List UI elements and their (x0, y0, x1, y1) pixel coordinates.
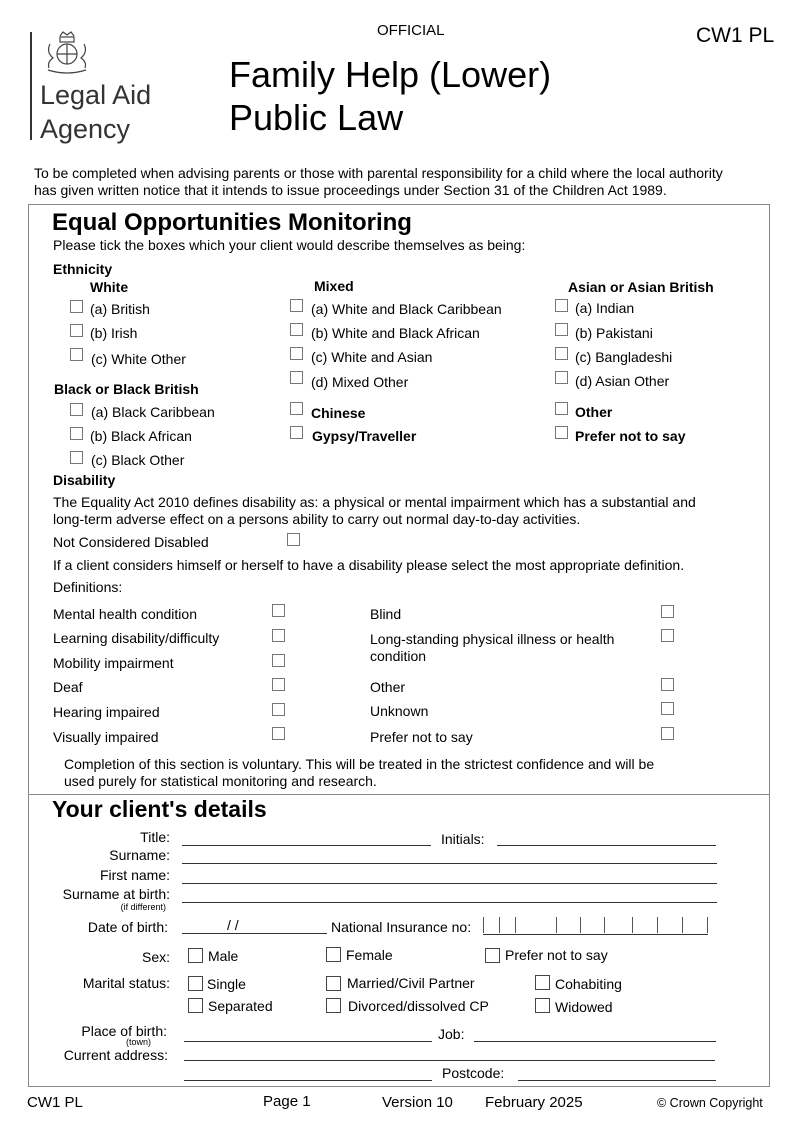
mixed-white-asian-checkbox[interactable] (290, 347, 303, 360)
white-label: White (90, 279, 129, 295)
marital-married-checkbox[interactable] (326, 976, 341, 991)
deaf-checkbox[interactable] (272, 678, 285, 691)
surname-birth-input[interactable] (182, 902, 717, 903)
gypsy-traveller-label: Gypsy/Traveller (312, 428, 417, 444)
mixed-label: Mixed (314, 278, 354, 294)
sex-label: Sex: (141, 949, 170, 965)
unknown-checkbox[interactable] (661, 702, 674, 715)
marital-divorced-label: Divorced/dissolved CP (348, 998, 489, 1014)
disability-select-text: If a client considers himself or herself to have a disability please select the most appropriate definition. (53, 557, 685, 573)
mental-health-label: Mental health condition (53, 606, 197, 622)
client-details-heading: Your client's details (52, 796, 267, 822)
sex-prefer-not-label: Prefer not to say (505, 947, 608, 963)
marital-cohabiting-checkbox[interactable] (535, 975, 550, 990)
if-different-label: (if different) (120, 902, 166, 912)
first-name-label: First name: (99, 867, 170, 883)
long-standing-label-line1: Long-standing physical illness or health (370, 631, 615, 647)
initials-input[interactable] (497, 845, 716, 846)
asian-bangladeshi-checkbox[interactable] (555, 347, 568, 360)
town-label: (town) (126, 1037, 152, 1047)
white-irish-label: (b) Irish (90, 325, 138, 341)
footer-page: Page 1 (263, 1093, 311, 1110)
sex-female-label: Female (346, 947, 393, 963)
intro-line1: To be completed when advising parents or those with parental responsibility for a child where the local authority (34, 165, 723, 181)
learning-disability-label: Learning disability/difficulty (53, 630, 220, 646)
asian-indian-label: (a) Indian (575, 300, 635, 316)
sex-prefer-not-checkbox[interactable] (485, 948, 500, 963)
black-african-label: (b) Black African (90, 428, 192, 444)
other-ethnicity-checkbox[interactable] (555, 402, 568, 415)
marital-label: Marital status: (82, 975, 170, 991)
form-code: CW1 PL (696, 24, 775, 47)
black-caribbean-checkbox[interactable] (70, 403, 83, 416)
royal-crest-icon (42, 30, 92, 76)
other-disability-label: Other (370, 679, 406, 695)
white-other-label: (c) White Other (91, 351, 186, 367)
intro-line2: has given written notice that it intends to issue proceedings under Section 31 of the Children Act 1989. (34, 182, 667, 198)
job-input[interactable] (474, 1041, 716, 1042)
disability-label: Disability (53, 472, 116, 488)
black-african-checkbox[interactable] (70, 427, 83, 440)
marital-divorced-checkbox[interactable] (326, 998, 341, 1013)
marital-cohabiting-label: Cohabiting (555, 976, 622, 992)
form-title-line2: Public Law (229, 97, 404, 138)
learning-disability-checkbox[interactable] (272, 629, 285, 642)
postcode-label: Postcode: (442, 1065, 505, 1081)
black-other-label: (c) Black Other (91, 452, 185, 468)
footer-date: February 2025 (485, 1094, 583, 1111)
first-name-input[interactable] (182, 883, 717, 884)
mobility-label: Mobility impairment (53, 655, 174, 671)
mental-health-checkbox[interactable] (272, 604, 285, 617)
blind-checkbox[interactable] (661, 605, 674, 618)
long-standing-checkbox[interactable] (661, 629, 674, 642)
marital-single-label: Single (207, 976, 246, 992)
asian-other-checkbox[interactable] (555, 371, 568, 384)
mixed-other-checkbox[interactable] (290, 371, 303, 384)
chinese-checkbox[interactable] (290, 402, 303, 415)
asian-other-label: (d) Asian Other (575, 373, 670, 389)
ethnicity-label: Ethnicity (53, 261, 113, 277)
prefer-not-disability-checkbox[interactable] (661, 727, 674, 740)
white-other-checkbox[interactable] (70, 348, 83, 361)
title-input[interactable] (182, 845, 431, 846)
gypsy-traveller-checkbox[interactable] (290, 426, 303, 439)
deaf-label: Deaf (53, 679, 83, 695)
marital-separated-checkbox[interactable] (188, 998, 203, 1013)
blind-label: Blind (370, 606, 402, 622)
visually-label: Visually impaired (53, 729, 159, 745)
mixed-white-black-african-checkbox[interactable] (290, 323, 303, 336)
chinese-label: Chinese (311, 405, 366, 421)
official-marking: OFFICIAL (377, 22, 445, 39)
footer-copyright: © Crown Copyright (657, 1096, 763, 1110)
address-input-line1[interactable] (184, 1060, 715, 1061)
black-other-checkbox[interactable] (70, 451, 83, 464)
marital-widowed-label: Widowed (555, 999, 613, 1015)
footer-version: Version 10 (382, 1094, 453, 1111)
logo-text-line2: Agency (40, 114, 131, 144)
current-address-label: Current address: (63, 1047, 168, 1063)
sex-female-checkbox[interactable] (326, 947, 341, 962)
prefer-not-ethnicity-label: Prefer not to say (575, 428, 686, 444)
black-caribbean-label: (a) Black Caribbean (91, 404, 215, 420)
disability-definition-line1: The Equality Act 2010 defines disability as: a physical or mental impairment which has a substantial and (53, 494, 696, 510)
other-ethnicity-label: Other (575, 404, 613, 420)
white-british-checkbox[interactable] (70, 300, 83, 313)
dob-separators: / / (227, 917, 239, 933)
job-label: Job: (438, 1026, 465, 1042)
sex-male-label: Male (208, 948, 239, 964)
hearing-checkbox[interactable] (272, 703, 285, 716)
marital-married-label: Married/Civil Partner (347, 975, 475, 991)
not-disabled-checkbox[interactable] (287, 533, 300, 546)
mixed-white-asian-label: (c) White and Asian (311, 349, 433, 365)
marital-widowed-checkbox[interactable] (535, 998, 550, 1013)
other-disability-checkbox[interactable] (661, 678, 674, 691)
equal-ops-instruction: Please tick the boxes which your client would describe themselves as being: (53, 237, 526, 253)
logo-text-line1: Legal Aid (40, 80, 152, 110)
form-title-line1: Family Help (Lower) (229, 54, 552, 95)
voluntary-note-line2: used purely for statistical monitoring and research. (64, 773, 377, 789)
visually-checkbox[interactable] (272, 727, 285, 740)
initials-label: Initials: (441, 831, 485, 847)
asian-pakistani-checkbox[interactable] (555, 323, 568, 336)
unknown-label: Unknown (370, 703, 429, 719)
white-british-label: (a) British (90, 301, 150, 317)
mixed-white-black-caribbean-checkbox[interactable] (290, 299, 303, 312)
logo (30, 28, 170, 146)
footer-form-code: CW1 PL (27, 1094, 83, 1111)
mobility-checkbox[interactable] (272, 654, 285, 667)
long-standing-label-line2: condition (370, 648, 427, 664)
white-irish-checkbox[interactable] (70, 324, 83, 337)
disability-definition-line2: long-term adverse effect on a persons ability to carry out normal day-to-day activities. (53, 511, 581, 527)
black-label: Black or Black British (54, 381, 199, 397)
mixed-white-black-caribbean-label: (a) White and Black Caribbean (311, 301, 502, 317)
asian-pakistani-label: (b) Pakistani (575, 325, 653, 341)
dob-label: Date of birth: (87, 919, 168, 935)
postcode-input[interactable] (518, 1080, 716, 1081)
ni-input[interactable] (483, 917, 708, 935)
place-birth-label: Place of birth: (81, 1023, 167, 1039)
hearing-label: Hearing impaired (53, 704, 160, 720)
ni-label: National Insurance no: (331, 919, 472, 935)
voluntary-note-line1: Completion of this section is voluntary. This will be treated in the strictest confidence and will be (64, 756, 655, 772)
mixed-other-label: (d) Mixed Other (311, 374, 409, 390)
place-birth-input[interactable] (184, 1041, 432, 1042)
surname-label: Surname: (109, 847, 170, 863)
asian-label: Asian or Asian British (568, 279, 714, 295)
mixed-white-black-african-label: (b) White and Black African (311, 325, 480, 341)
prefer-not-ethnicity-checkbox[interactable] (555, 426, 568, 439)
title-label: Title: (140, 829, 170, 845)
marital-single-checkbox[interactable] (188, 976, 203, 991)
surname-input[interactable] (182, 863, 717, 864)
marital-separated-label: Separated (208, 998, 273, 1014)
section-divider (28, 794, 770, 795)
definitions-label: Definitions: (53, 579, 123, 595)
dob-input[interactable] (182, 933, 327, 934)
surname-birth-label: Surname at birth: (62, 886, 170, 902)
asian-bangladeshi-label: (c) Bangladeshi (575, 349, 673, 365)
not-disabled-label: Not Considered Disabled (53, 534, 209, 550)
sex-male-checkbox[interactable] (188, 948, 203, 963)
asian-indian-checkbox[interactable] (555, 299, 568, 312)
address-input-line2[interactable] (184, 1080, 432, 1081)
prefer-not-disability-label: Prefer not to say (370, 729, 473, 745)
equal-ops-heading: Equal Opportunities Monitoring (52, 209, 412, 236)
